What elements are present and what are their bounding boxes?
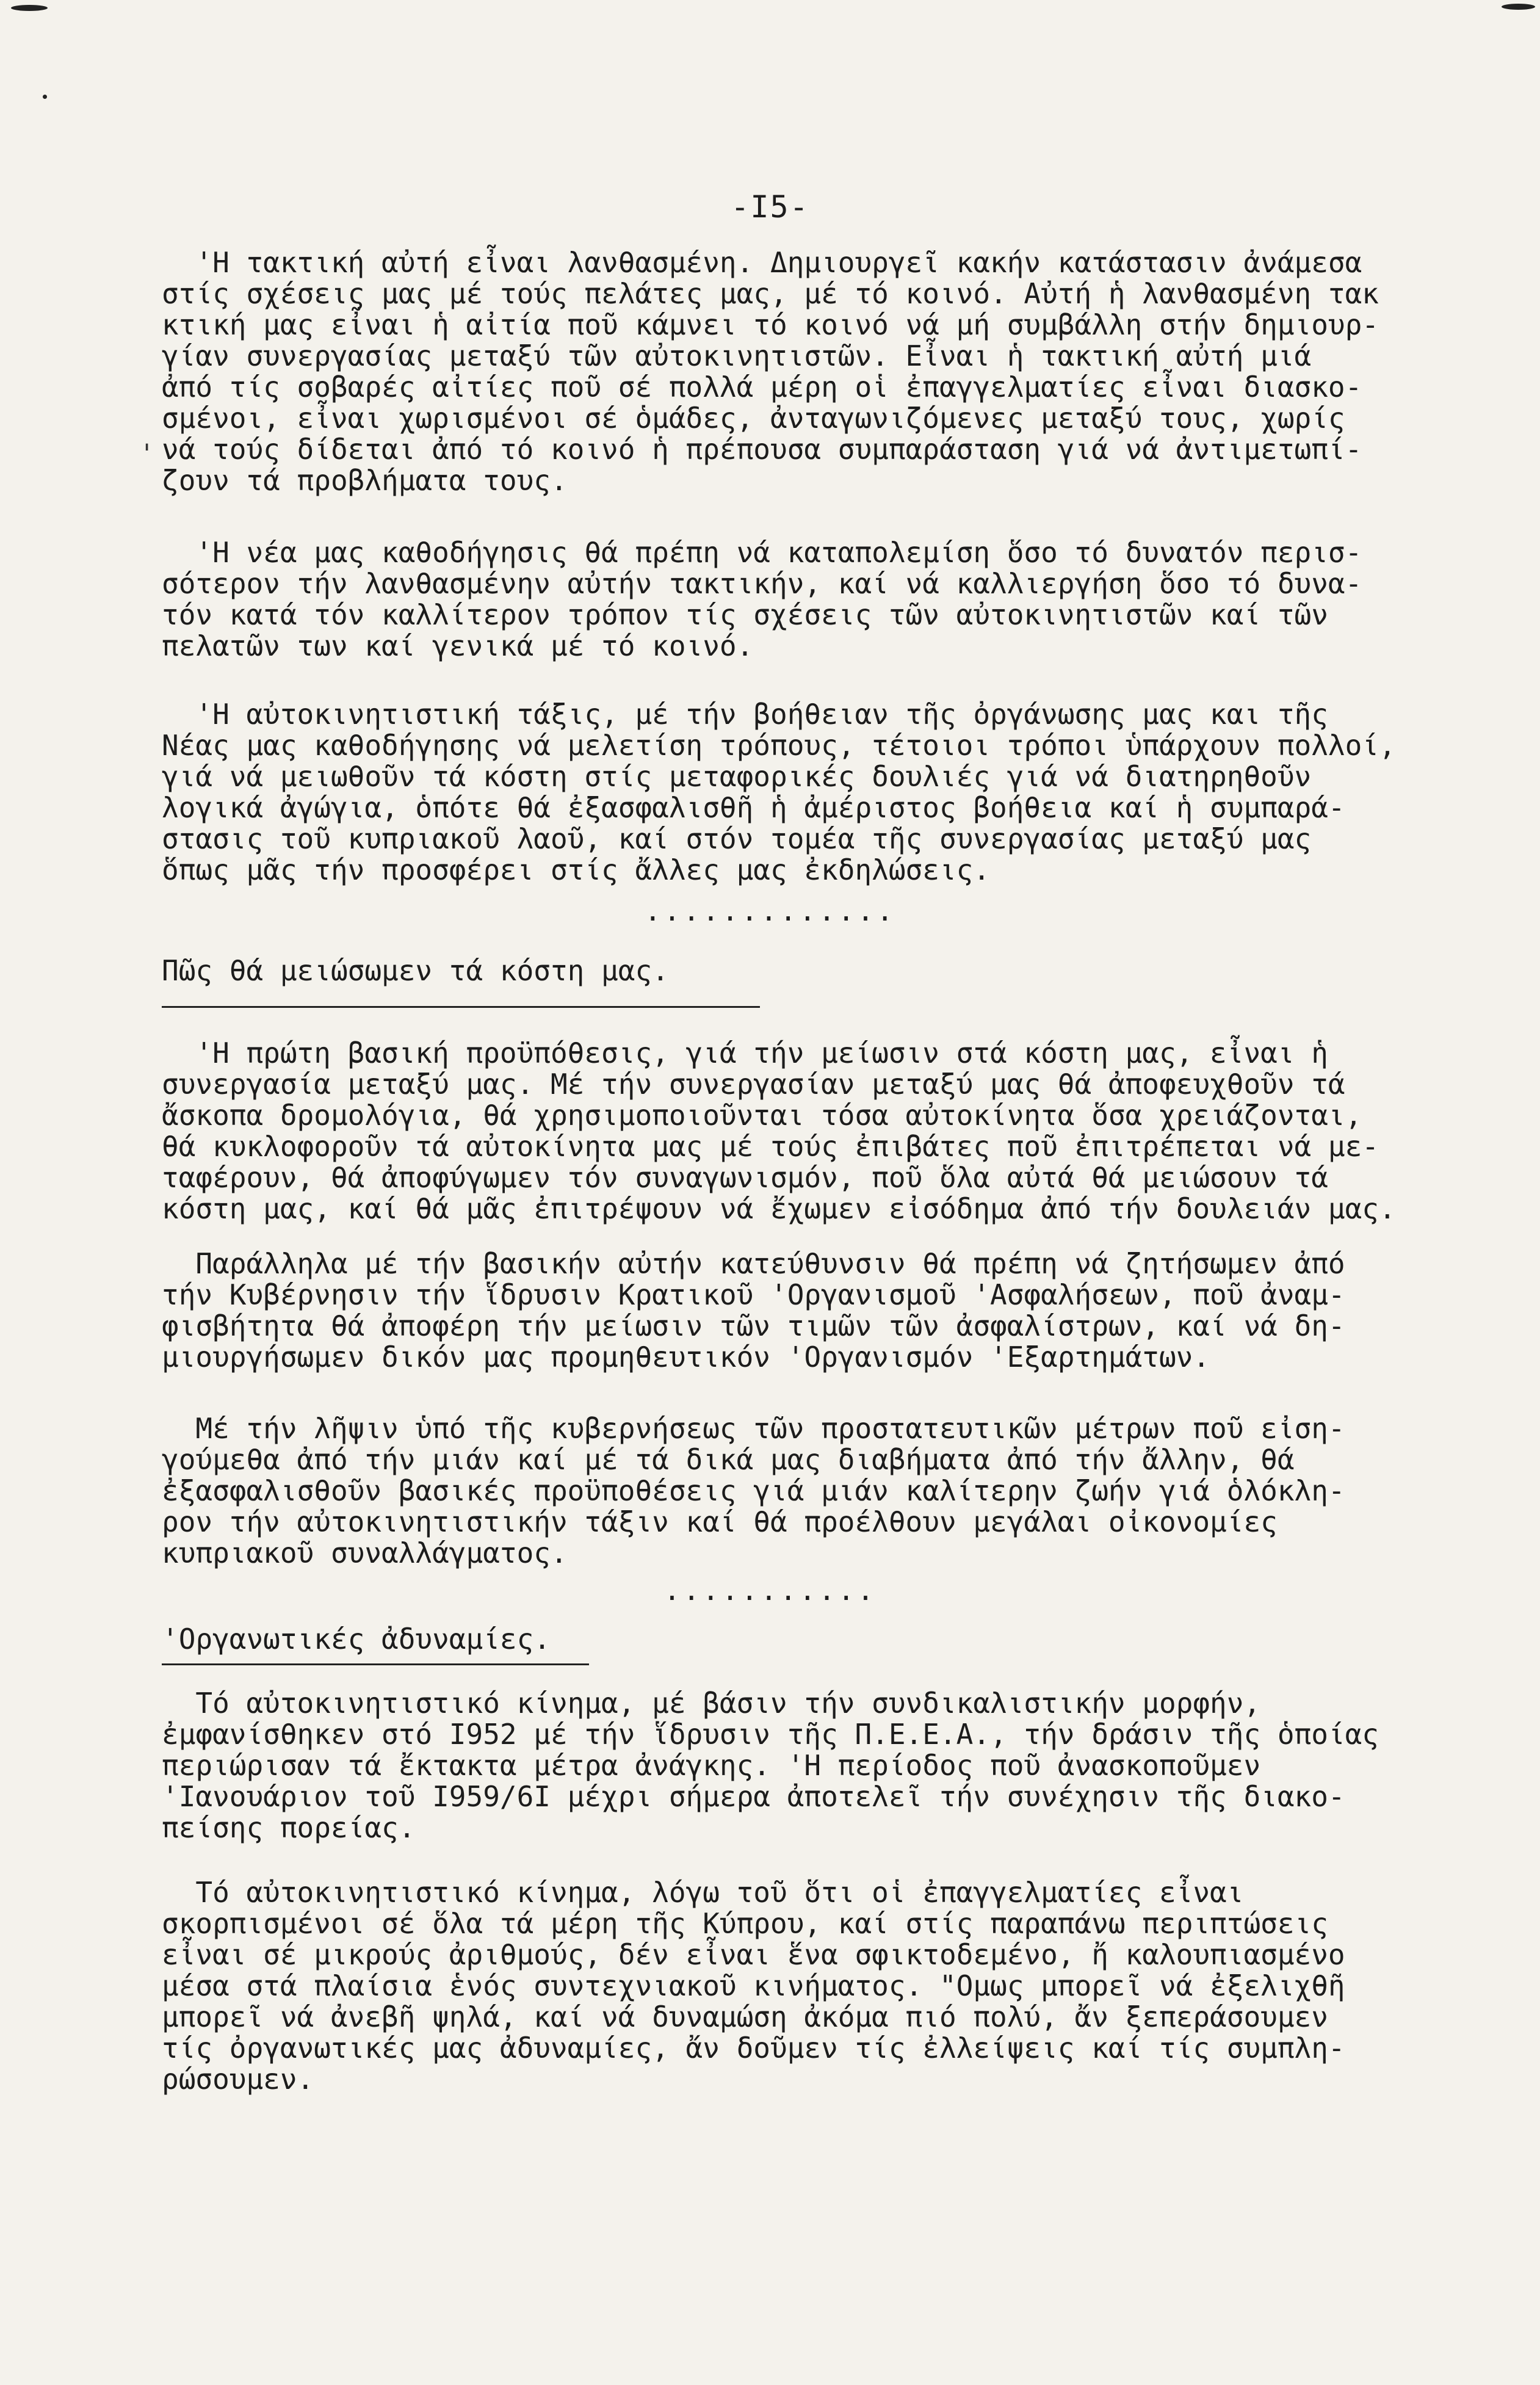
- text-line: γίαν συνεργασίας μεταξύ τῶν αὐτοκινητιστῶν. Εἶναι ἡ τακτική αὐτή μιά: [162, 339, 1312, 372]
- text-line: σκορπισμένοι σέ ὅλα τά μέρη τῆς Κύπρου, καί στίς παραπάνω περιπτώσεις: [162, 1907, 1328, 1940]
- text-line: τήν Κυβέρνησιν τήν ἵδρυσιν Κρατικοῦ 'Οργανισμοῦ 'Ασφαλήσεων, ποῦ ἀναμ-: [162, 1278, 1345, 1311]
- paragraph-movement-history: [162, 1688, 1517, 1844]
- text-line: 'Η αὐτοκινητιστική τάξις, μέ τήν βοήθειαν τῆς ὀργάνωσης μας και τῆς: [162, 698, 1328, 731]
- separator-dots: .............: [644, 894, 896, 927]
- text-line: γιά νά μειωθοῦν τά κόστη στίς μεταφορικές δουλιές γιά νά διατηρηθοῦν: [162, 760, 1312, 793]
- text-line: στασις τοῦ κυπριακοῦ λαοῦ, καί στόν τομέα τῆς συνεργασίας μεταξύ μας: [162, 822, 1312, 855]
- text-line: ἐξασφαλισθοῦν βασικές προϋποθέσεις γιά μιάν καλίτερην ζωήν γιά ὁλόκλη-: [162, 1474, 1345, 1507]
- heading-weaknesses-underline: [162, 1663, 589, 1665]
- text-line: ὅπως μᾶς τήν προσφέρει στίς ἄλλες μας ἐκδηλώσεις.: [162, 853, 991, 886]
- text-line: νά τούς δίδεται ἀπό τό κοινό ἡ πρέπουσα συμπαράσταση γιά νά ἀντιμετωπί-: [162, 433, 1362, 466]
- text-line: περιώρισαν τά ἔκτακτα μέτρα ἀνάγκης. 'Η περίοδος ποῦ ἀνασκοποῦμεν: [162, 1749, 1261, 1782]
- text-line: Τό αὐτοκινητιστικό κίνημα, μέ βάσιν τήν συνδικαλιστικήν μορφήν,: [162, 1687, 1261, 1720]
- text-line: ταφέρουν, θά ἀποφύγωμεν τόν συναγωνισμόν, ποῦ ὅλα αὐτά θά μειώσουν τά: [162, 1161, 1328, 1194]
- text-line: κυπριακοῦ συναλλάγματος.: [162, 1536, 568, 1569]
- paragraph-guidance: [162, 537, 1517, 662]
- text-line: στίς σχέσεις μας μέ τούς πελάτες μας, μέ τό κοινό. Αὐτή ἡ λανθασμένη τακ: [162, 277, 1379, 310]
- text-line: 'Ιανουάριον τοῦ I959/6I μέχρι σήμερα ἀποτελεῖ τήν συνέχησιν τῆς διακο-: [162, 1780, 1345, 1813]
- text-line: σότερον τήν λανθασμένην αὐτήν τακτικήν, καί νά καλλιεργήση ὅσο τό δυνα-: [162, 567, 1362, 600]
- text-line: κόστη μας, καί θά μᾶς ἐπιτρέψουν νά ἔχωμεν εἰσόδημα ἀπό τήν δουλειάν μας.: [162, 1192, 1396, 1225]
- text-line: θά κυκλοφοροῦν τά αὐτοκίνητα μας μέ τούς ἐπιβάτες ποῦ ἐπιτρέπεται νά με-: [162, 1130, 1379, 1163]
- paragraph-class-action: [162, 699, 1517, 886]
- text-line: 'Η νέα μας καθοδήγησις θά πρέπη νά καταπολεμίση ὅσο τό δυνατόν περισ-: [162, 536, 1362, 569]
- scan-speck: [43, 95, 47, 99]
- text-line: τόν κατά τόν καλλίτερον τρόπον τίς σχέσεις τῶν αὐτοκινητιστῶν καί τῶν: [162, 598, 1328, 631]
- text-line: ρώσουμεν.: [162, 2063, 314, 2096]
- text-line: ἐμφανίσθηκεν στό I952 μέ τήν ἵδρυσιν τῆς Π.Ε.Ε.Α., τήν δράσιν τῆς ὁποίας: [162, 1718, 1379, 1751]
- heading-costs: Πῶς θά μειώσωμεν τά κόστη μας.: [162, 954, 669, 987]
- margin-mark: ': [139, 438, 155, 468]
- text-line: ἄσκοπα δρομολόγια, θά χρησιμοποιοῦνται τόσα αὐτοκίνητα ὅσα χρειάζονται,: [162, 1099, 1362, 1132]
- paragraph-movement-scattered: [162, 1877, 1517, 2095]
- paragraph-insurance: [162, 1248, 1517, 1373]
- text-line: συνεργασία μεταξύ μας. Μέ τήν συνεργασίαν μεταξύ μας θά ἀποφευχθοῦν τά: [162, 1068, 1345, 1101]
- text-line: ἀπό τίς σοβαρές αἰτίες ποῦ σέ πολλά μέρη οἱ ἐπαγγελματίες εἶναι διασκο-: [162, 371, 1362, 404]
- scan-speck: [1502, 4, 1535, 10]
- text-line: λογικά ἀγώγια, ὁπότε θά ἐξασφαλισθῆ ἡ ἀμέριστος βοήθεια καί ἡ συμπαρά-: [162, 791, 1345, 824]
- text-line: εἶναι σέ μικρούς ἀριθμούς, δέν εἶναι ἕνα σφικτοδεμένο, ἤ καλουπιασμένο: [162, 1938, 1345, 1971]
- text-line: 'Η τακτική αὐτή εἶναι λανθασμένη. Δημιουργεῖ κακήν κατάστασιν ἀνάμεσα: [162, 246, 1362, 279]
- text-line: πελατῶν των καί γενικά μέ τό κοινό.: [162, 629, 754, 662]
- text-line: γούμεθα ἀπό τήν μιάν καί μέ τά δικά μας διαβήματα ἀπό τήν ἄλλην, θά: [162, 1443, 1295, 1476]
- text-line: τίς ὀργανωτικές μας ἀδυναμίες, ἄν δοῦμεν τίς ἐλλείψεις καί τίς συμπλη-: [162, 2032, 1345, 2065]
- paragraph-measures: [162, 1413, 1517, 1569]
- text-line: μπορεῖ νά ἀνεβῆ ψηλά, καί νά δυναμώση ἀκόμα πιό πολύ, ἄν ξεπεράσουμεν: [162, 2000, 1328, 2033]
- paragraph-tactics: [162, 247, 1517, 496]
- text-line: ζουν τά προβλήματα τους.: [162, 464, 568, 497]
- text-line: ρον τήν αὐτοκινητιστικήν τάξιν καί θά προέλθουν μεγάλαι οἰκονομίες: [162, 1505, 1278, 1538]
- text-line: Παράλληλα μέ τήν βασικήν αὐτήν κατεύθυνσιν θά πρέπη νά ζητήσωμεν ἀπό: [162, 1247, 1345, 1280]
- text-line: σμένοι, εἶναι χωρισμένοι σέ ὁμάδες, ἀνταγωνιζόμενες μεταξύ τους, χωρίς: [162, 402, 1345, 435]
- separator-dots-2: ...........: [663, 1574, 877, 1607]
- text-line: Μέ τήν λῆψιν ὑπό τῆς κυβερνήσεως τῶν προστατευτικῶν μέτρων ποῦ εἰση-: [162, 1412, 1345, 1445]
- heading-costs-underline: [162, 1006, 760, 1008]
- text-line: Τό αὐτοκινητιστικό κίνημα, λόγω τοῦ ὅτι οἱ ἐπαγγελματίες εἶναι: [162, 1876, 1244, 1909]
- paragraph-cooperation: [162, 1038, 1517, 1225]
- text-line: φισβήτητα θά ἀποφέρη τήν μείωσιν τῶν τιμῶν τῶν ἀσφαλίστρων, καί νά δη-: [162, 1309, 1345, 1342]
- page-number: -I5-: [731, 189, 809, 225]
- heading-weaknesses: 'Οργανωτικές ἀδυναμίες.: [162, 1623, 551, 1656]
- scan-speck: [11, 5, 48, 11]
- text-line: μιουργήσωμεν δικόν μας προμηθευτικόν 'Οργανισμόν 'Εξαρτημάτων.: [162, 1341, 1210, 1373]
- text-line: μέσα στά πλαίσια ἑνός συντεχνιακοῦ κινήματος. "Ομως μπορεῖ νά ἐξελιχθῆ: [162, 1969, 1345, 2002]
- text-line: κτική μας εἶναι ἡ αἰτία ποῦ κάμνει τό κοινό νά μή συμβάλλη στήν δημιουρ-: [162, 308, 1379, 341]
- text-line: πείσης πορείας.: [162, 1811, 416, 1844]
- text-line: Νέας μας καθοδήγησης νά μελετίση τρόπους, τέτοιοι τρόποι ὑπάρχουν πολλοί,: [162, 729, 1396, 762]
- text-line: 'Η πρώτη βασική προϋπόθεσις, γιά τήν μείωσιν στά κόστη μας, εἶναι ἡ: [162, 1037, 1328, 1069]
